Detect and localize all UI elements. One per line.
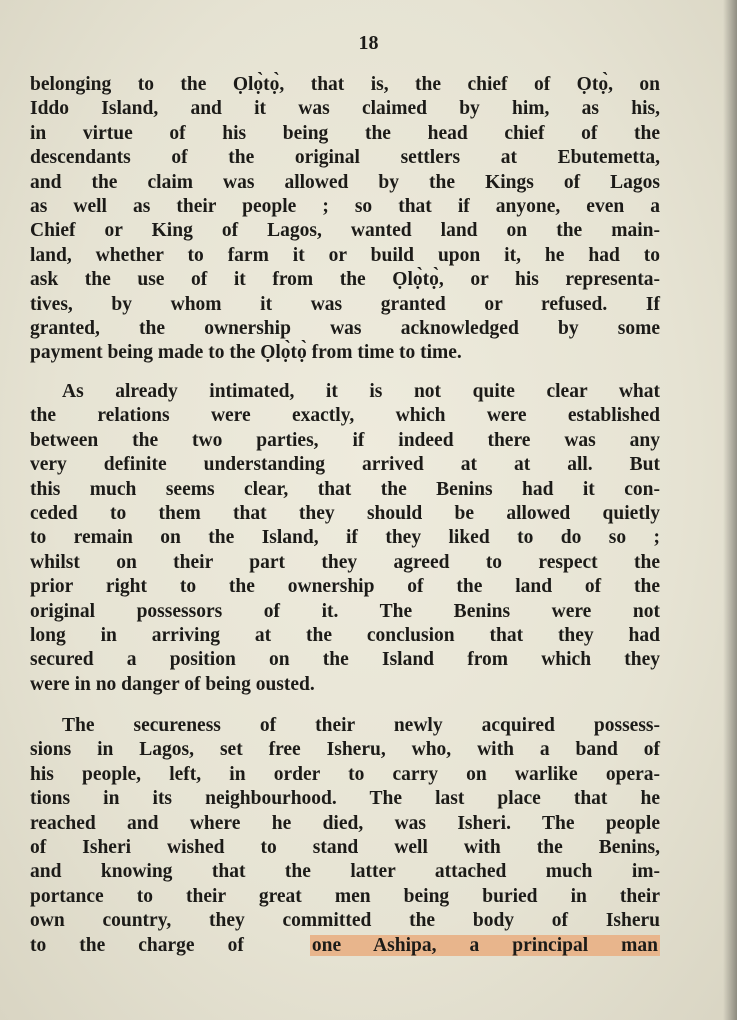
text-line: The secureness of their newly acquired possess- — [62, 715, 660, 736]
text-line: granted, the ownership was acknowledged by some — [30, 317, 660, 339]
text-line: and the claim was allowed by the Kings of Lagos — [30, 171, 660, 193]
text-line: reached and where he died, was Isheri. The people — [30, 812, 660, 834]
text-line: tions in its neighbourhood. The last place that he — [30, 788, 660, 810]
text-line: ceded to them that they should be allowed quietly — [30, 502, 660, 524]
text-line: land, whether to farm it or build upon it, he had to — [30, 244, 660, 266]
text-line: ask the use of it from the Ọlọ̀tọ̀, or his representa- — [30, 269, 660, 291]
text-line: belonging to the Ọlọ̀tọ̀, that is, the chief of Ọtọ̀, on — [30, 74, 660, 95]
paragraph-3 — [30, 714, 660, 958]
page-edge-shadow — [723, 0, 737, 1020]
text-line: were in no danger of being ousted. — [30, 673, 315, 695]
text-line: of Isheri wished to stand well with the Benins, — [30, 836, 660, 858]
text-line: own country, they committed the body of Isheru — [30, 910, 660, 932]
text-line: between the two parties, if indeed there was any — [30, 429, 660, 451]
text-line: his people, left, in order to carry on warlike opera- — [30, 763, 660, 785]
text-line: original possessors of it. The Benins were not — [30, 600, 660, 622]
page-number: 18 — [358, 32, 379, 54]
text-line: the relations were exactly, which were established — [30, 405, 660, 427]
text-line: and knowing that the latter attached much im- — [30, 861, 660, 883]
text-line: long in arriving at the conclusion that they had — [30, 624, 660, 646]
text-line: tives, by whom it was granted or refused. If — [30, 293, 660, 315]
text-line: secured a position on the Island from which they — [30, 649, 660, 671]
final-text-line — [30, 934, 660, 958]
text-line: whilst on their part they agreed to respect the — [30, 551, 660, 573]
text-line: sions in Lagos, set free Isheru, who, with a band of — [30, 739, 660, 761]
text-line: very definite understanding arrived at at all. But — [30, 454, 660, 476]
paragraph-2 — [30, 380, 660, 697]
text-line: as well as their people ; so that if anyone, even a — [30, 195, 660, 217]
text-line: As already intimated, it is not quite clear what — [62, 381, 660, 402]
text-line: this much seems clear, that the Benins had it con- — [30, 478, 660, 500]
text-line: payment being made to the Ọlọ̀tọ̀ from time to time. — [30, 342, 462, 364]
text-line: in virtue of his being the head chief of the — [30, 122, 660, 144]
text-line: Chief or King of Lagos, wanted land on the main- — [30, 220, 660, 242]
final-line-prefix: to the charge of — [30, 934, 277, 956]
text-line: descendants of the original settlers at Ebutemetta, — [30, 147, 660, 169]
text-line: portance to their great men being buried in their — [30, 885, 660, 907]
text-line: prior right to the ownership of the land of the — [30, 576, 660, 598]
paragraph-1 — [30, 73, 660, 366]
text-line: Iddo Island, and it was claimed by him, as his, — [30, 98, 660, 120]
highlighted-text: one Ashipa, a principal man — [311, 934, 659, 956]
text-line: to remain on the Island, if they liked to do so ; — [30, 527, 660, 549]
